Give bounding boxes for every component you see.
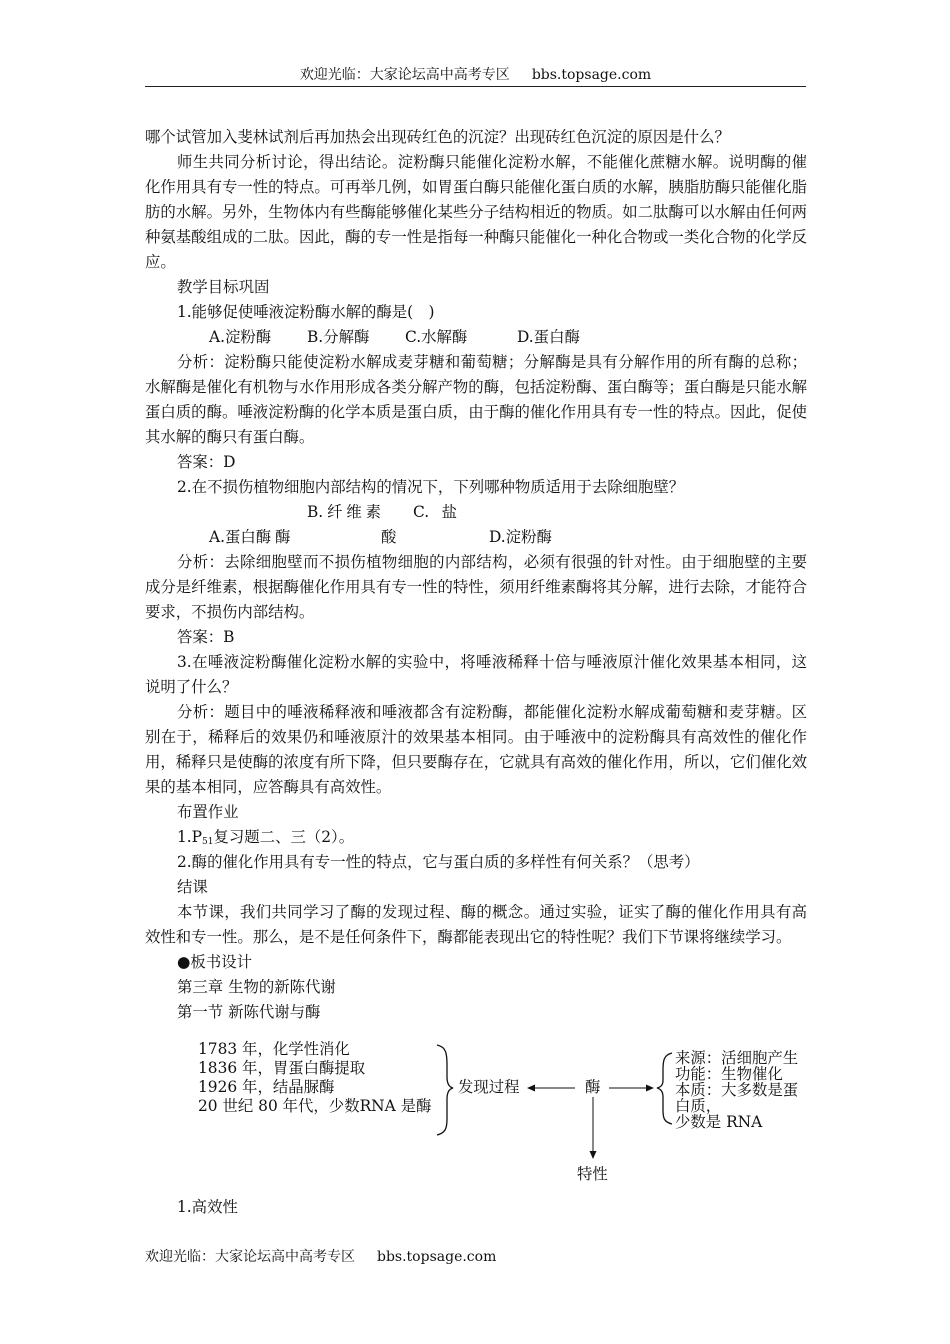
trait-item-1: 1.高效性	[177, 1198, 238, 1216]
traits-label: 特性	[577, 1165, 608, 1183]
property-item: 来源：活细胞产生	[675, 1049, 799, 1067]
paragraph-question-continuation: 哪个试管加入斐林试剂后再加热会出现砖红色的沉淀？出现砖红色沉淀的原因是什么？	[145, 128, 730, 146]
discovery-history-list	[198, 1040, 431, 1116]
section-heading-goal: 教学目标巩固	[177, 278, 270, 296]
q2-option-a: A.蛋白酶	[209, 528, 272, 546]
question-2-options	[145, 500, 807, 550]
property-item: 少数是 RNA	[675, 1113, 763, 1131]
page-footer	[145, 1248, 496, 1266]
paragraph-discussion: 师生共同分析讨论，得出结论。淀粉酶只能催化淀粉水解，不能催化蔗糖水解。说明酶的催化作用具有专一性的特点。可再举几例，如胃蛋白酶只能催化蛋白质的水解，胰脂肪酶只能催化脂肪的水解。另外，生物体内有些酶能够催化某些分子结构相近的物质。如二肽酶可以水解由任何两种氨基酸组成的二肽。因此，酶的专一性是指每一种酶只能催化一种化合物或一类化合物的化学反应。	[145, 153, 807, 271]
homework-2: 2.酶的催化作用具有专一性的特点，它与蛋白质的多样性有何关系？（思考）	[177, 853, 700, 871]
history-item: 1926 年，结晶脲酶	[198, 1078, 335, 1096]
chapter-heading: 第三章 生物的新陈代谢	[177, 978, 336, 996]
header-welcome: 欢迎光临：大家论坛高中高考专区	[299, 67, 510, 83]
property-item: 功能：生物催化	[675, 1065, 783, 1083]
history-item: 1836 年，胃蛋白酶提取	[198, 1059, 366, 1077]
ending-paragraph: 本节课，我们共同学习了酶的发现过程、酶的概念。通过实验，证实了酶的催化作用具有高效性和专一性。那么，是不是任何条件下，酶都能表现出它的特性呢？我们下节课将继续学习。	[145, 903, 807, 946]
left-brace	[437, 1045, 453, 1135]
enzyme-properties-list	[675, 1050, 807, 1130]
header-url[interactable]: bbs.topsage.com	[531, 67, 652, 83]
homework-1-prefix: 1.P	[177, 828, 203, 846]
homework-1	[145, 825, 807, 850]
section-heading-homework: 布置作业	[177, 803, 239, 821]
homework-1-page-subscript: 51	[202, 837, 214, 847]
property-item: 本质：大多数是蛋白质，	[675, 1081, 799, 1115]
header-rule	[145, 86, 806, 87]
q1-option-c: C.水解酶	[405, 328, 468, 346]
discovery-process-label: 发现过程	[458, 1078, 520, 1096]
question-1: 1.能够促使唾液淀粉酶水解的酶是( )	[177, 303, 435, 321]
footer-welcome: 欢迎光临：大家论坛高中高考专区	[145, 1249, 355, 1265]
question-2-analysis: 分析：去除细胞壁而不损伤植物细胞的内部结构，必须有很强的针对性。由于细胞壁的主要成分是纤维素，根据酶催化作用具有专一性的特性，须用纤维素酶将其分解，进行去除，才能符合要求，不损伤内部结构。	[145, 553, 807, 621]
enzyme-board-diagram	[145, 1035, 807, 1195]
q1-option-a: A.淀粉酶	[209, 328, 272, 346]
question-2-answer: 答案：B	[177, 628, 235, 646]
question-2: 2.在不损伤植物细胞内部结构的情况下，下列哪种物质适用于去除细胞壁？	[177, 478, 685, 496]
q2-option-b: B.纤维素酶	[275, 503, 381, 546]
board-design-heading: ●板书设计	[177, 953, 252, 971]
enzyme-label: 酶	[585, 1078, 601, 1096]
question-3: 3.在唾液淀粉酶催化淀粉水解的实验中，将唾液稀释十倍与唾液原汁催化效果基本相同，这说明了什么？	[145, 653, 807, 696]
question-3-analysis: 分析：题目中的唾液稀释液和唾液都含有淀粉酶，都能催化淀粉水解成葡萄糖和麦芽糖。区别在于，稀释后的效果仍和唾液原汁的效果基本相同。由于唾液中的淀粉酶具有高效性的催化作用，稀释只是使酶的浓度有所下降，但只要酶存在，它就具有高效的催化作用，所以，它们催化效果的基本相同，应答酶具有高效性。	[145, 703, 807, 796]
section-heading-ending: 结课	[177, 878, 208, 896]
q2-option-c: C.盐酸	[381, 503, 457, 546]
history-item: 20 世纪 80 年代，少数RNA 是酶	[198, 1097, 432, 1115]
right-brace	[657, 1053, 672, 1124]
q2-option-d: D.淀粉酶	[489, 528, 552, 546]
section-title: 第一节 新陈代谢与酶	[177, 1003, 321, 1021]
question-1-analysis: 分析：淀粉酶只能使淀粉水解成麦芽糖和葡萄糖；分解酶是具有分解作用的所有酶的总称；水解酶是催化有机物与水作用形成各类分解产物的酶，包括淀粉酶、蛋白酶等；蛋白酶是只能水解蛋白质的酶。唾液淀粉酶的化学本质是蛋白质，由于酶的催化作用具有专一性的特点。因此，促使其水解的酶只有蛋白酶。	[145, 353, 807, 446]
homework-1-text: 复习题二、三（2）。	[213, 828, 355, 846]
document-body	[145, 125, 807, 1025]
question-1-options	[145, 325, 807, 350]
after-diagram-text	[145, 1195, 807, 1220]
q1-option-b: B.分解酶	[307, 328, 370, 346]
q1-option-d: D.蛋白酶	[517, 328, 580, 346]
history-item: 1783 年，化学性消化	[198, 1040, 350, 1058]
footer-url[interactable]: bbs.topsage.com	[377, 1249, 497, 1265]
page-header	[145, 66, 806, 84]
question-1-answer: 答案：D	[177, 453, 236, 471]
